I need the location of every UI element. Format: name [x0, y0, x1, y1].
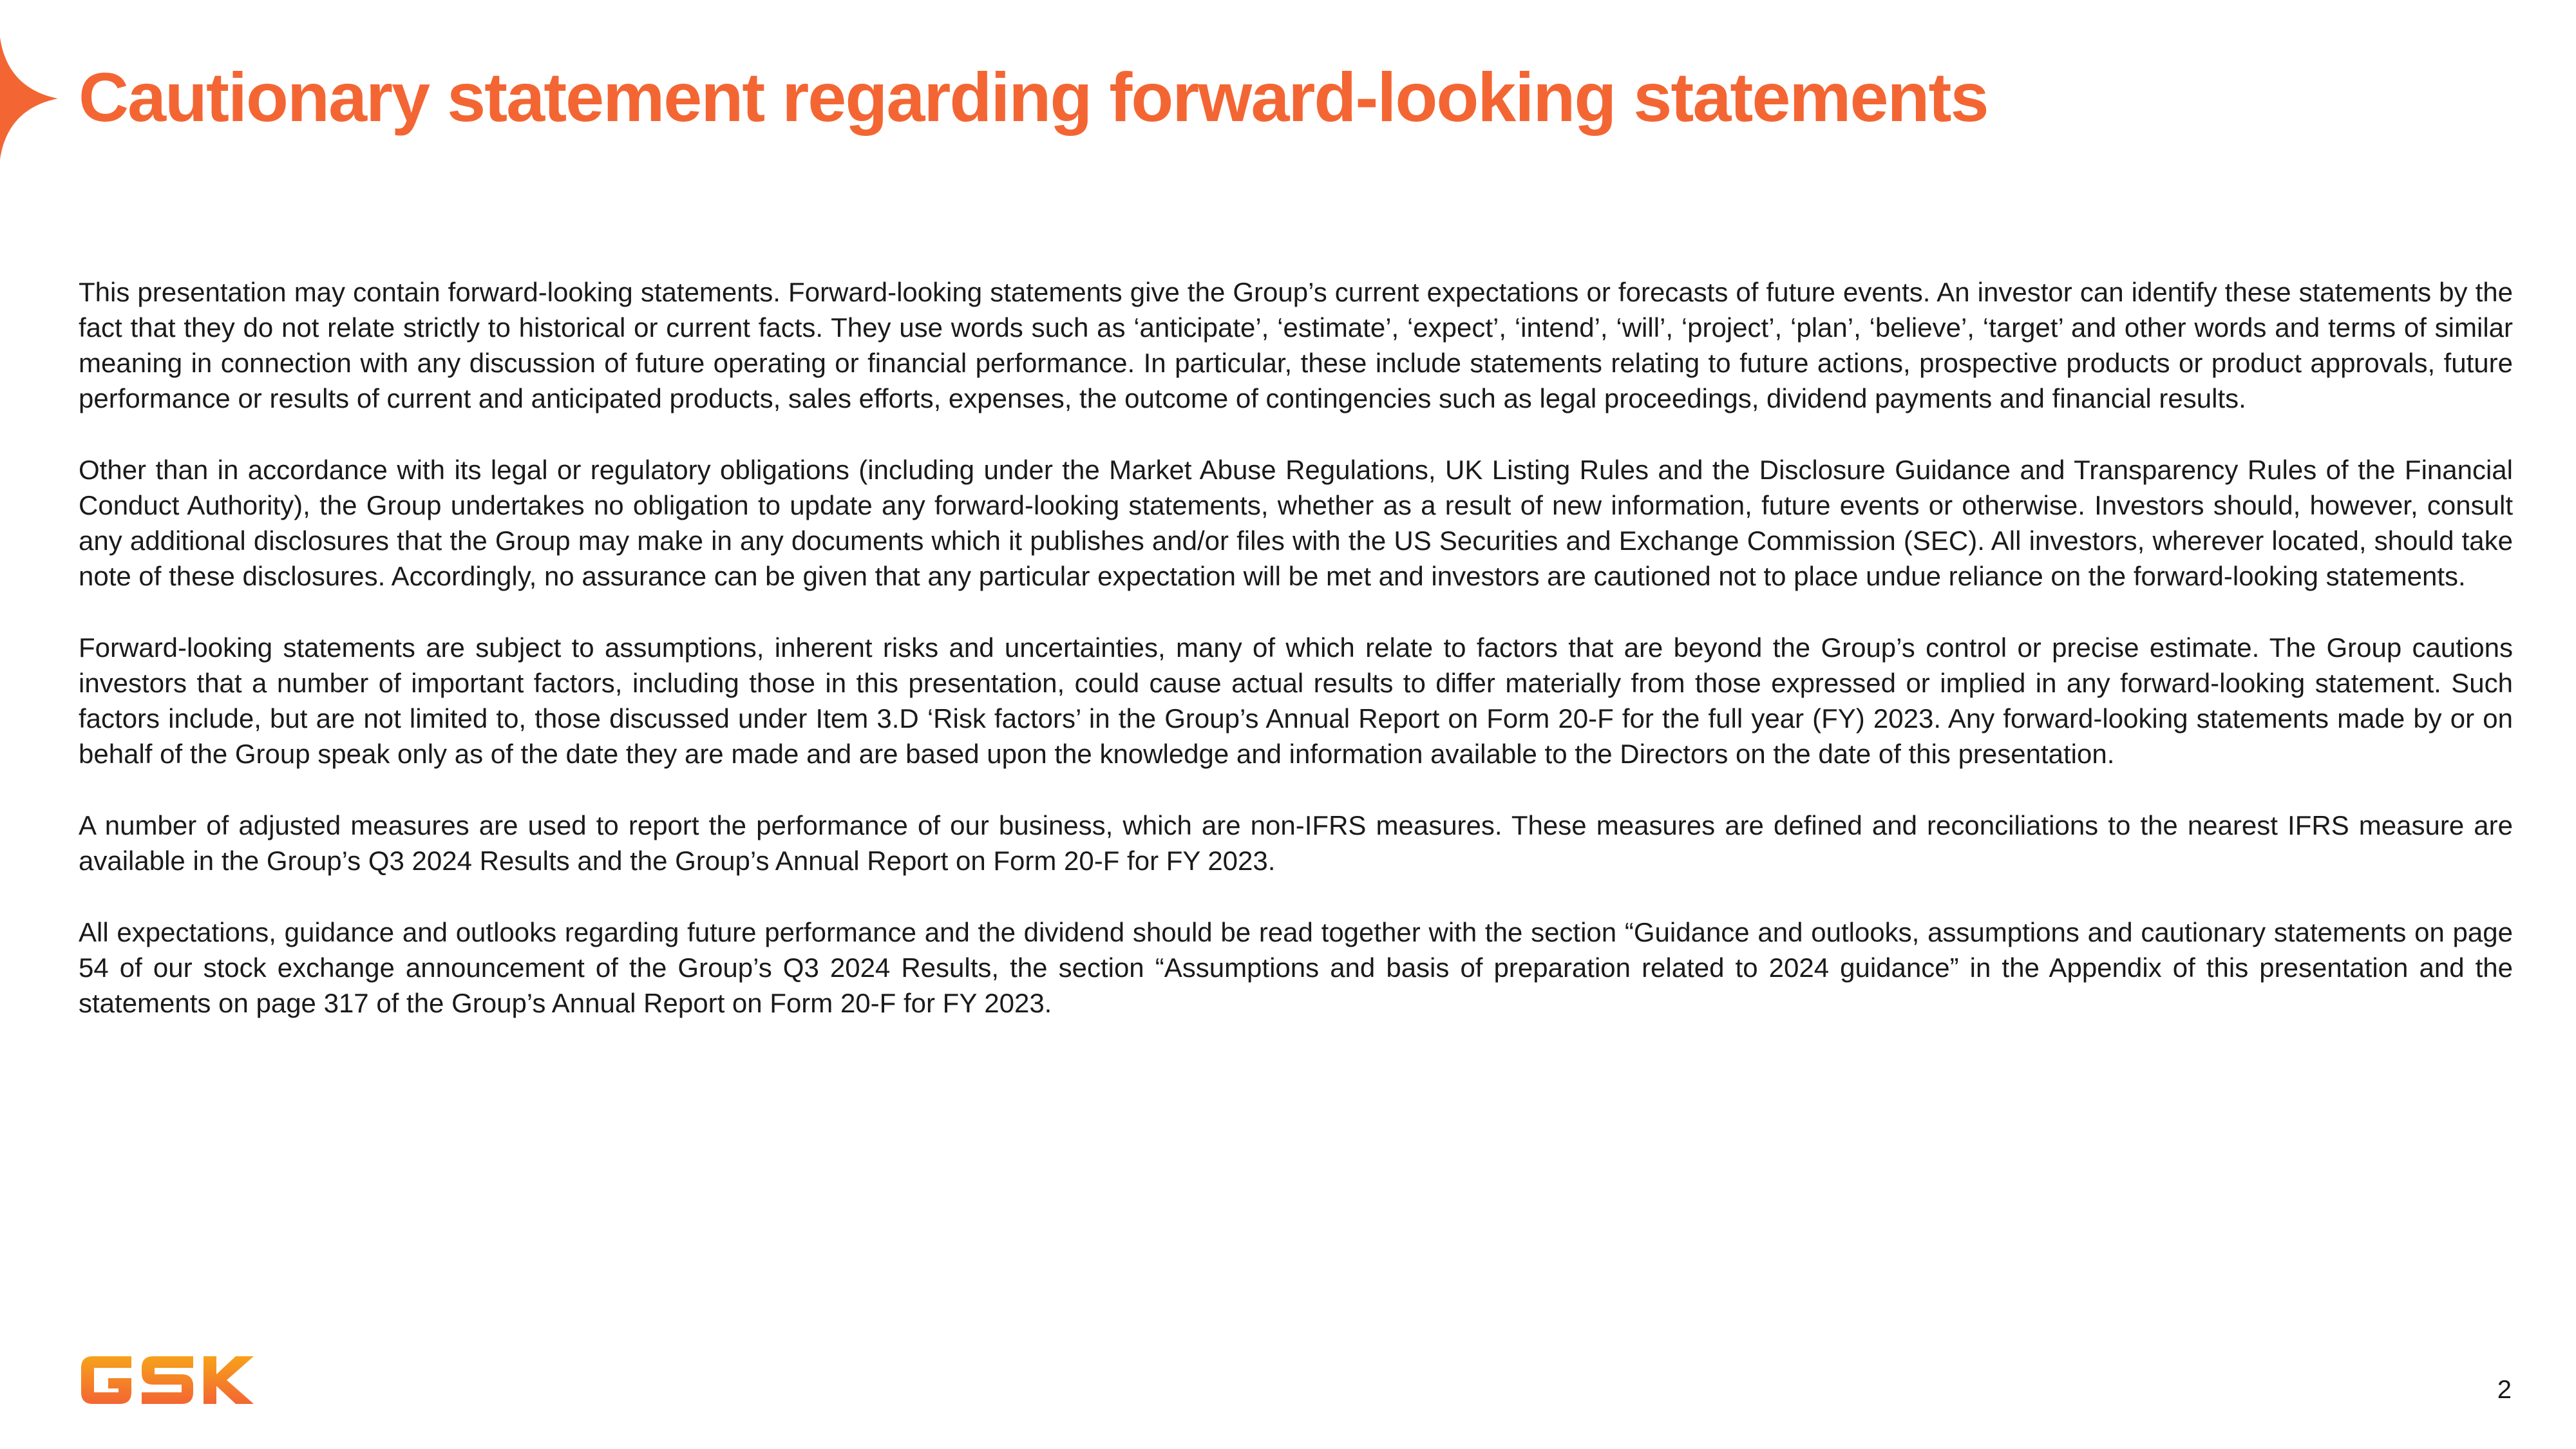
paragraph-forward-looking-intro: This presentation may contain forward-looking statements. Forward-looking statements give the Group’s current expectations or forecasts of future events. An investor can identify these statements by the fact that they do not relate strictly to historical or current facts. They use words such as ‘anticipate’, ‘estimate’, ‘expect’, ‘intend’, ‘will’, ‘project’, ‘plan’, ‘believe’, ‘target’ and other words and terms of similar meaning in connection with any discussion of future operating or financial performance. In particular, these include statements relating to future actions, prospective products or product approvals, future performance or results of current and anticipated products, sales efforts, expenses, the outcome of contingencies such as legal proceedings, dividend payments and financial results.: [79, 277, 2513, 413]
gsk-logo-icon: [79, 1351, 256, 1409]
brand-accent-mark-icon: [0, 37, 58, 160]
paragraph-no-obligation-to-update: Other than in accordance with its legal or regulatory obligations (including under the Market Abuse Regulations, UK Listing Rules and the Disclosure Guidance and Transparency Rules of the Financial Conduct Authority), the Group undertakes no obligation to update any forward-looking statements, whether as a result of new information, future events or otherwise. Investors should, however, consult any additional disclosures that the Group may make in any documents which it publishes and/or files with the US Securities and Exchange Commission (SEC). All investors, wherever located, should take note of these disclosures. Accordingly, no assurance can be given that any particular expectation will be met and investors are cautioned not to place undue reliance on the forward-looking statements.: [79, 455, 2513, 591]
paragraph-guidance-and-outlooks: All expectations, guidance and outlooks regarding future performance and the dividend should be read together with the section “Guidance and outlooks, assumptions and cautionary statements on page 54 of our stock exchange announcement of the Group’s Q3 2024 Results, the section “Assumptions and basis of preparation related to 2024 guidance” in the Appendix of this presentation and the statements on page 317 of the Group’s Annual Report on Form 20-F for FY 2023.: [79, 917, 2513, 1018]
cautionary-statement-body: [79, 274, 2513, 1057]
slide-title: Cautionary statement regarding forward-looking statements: [79, 58, 1988, 136]
paragraph-risks-and-uncertainties: Forward-looking statements are subject to assumptions, inherent risks and uncertainties, many of which relate to factors that are beyond the Group’s control or precise estimate. The Group cautions investors that a number of important factors, including those in this presentation, could cause actual results to differ materially from those expressed or implied in any forward-looking statement. Such factors include, but are not limited to, those discussed under Item 3.D ‘Risk factors’ in the Group’s Annual Report on Form 20-F for the full year (FY) 2023. Any forward-looking statements made by or on behalf of the Group speak only as of the date they are made and are based upon the knowledge and information available to the Directors on the date of this presentation.: [79, 632, 2513, 769]
page-number: 2: [2497, 1376, 2512, 1404]
paragraph-adjusted-measures: A number of adjusted measures are used to report the performance of our business, which are non-IFRS measures. These measures are defined and reconciliations to the nearest IFRS measure are available in the Group’s Q3 2024 Results and the Group’s Annual Report on Form 20-F for FY 2023.: [79, 810, 2513, 876]
